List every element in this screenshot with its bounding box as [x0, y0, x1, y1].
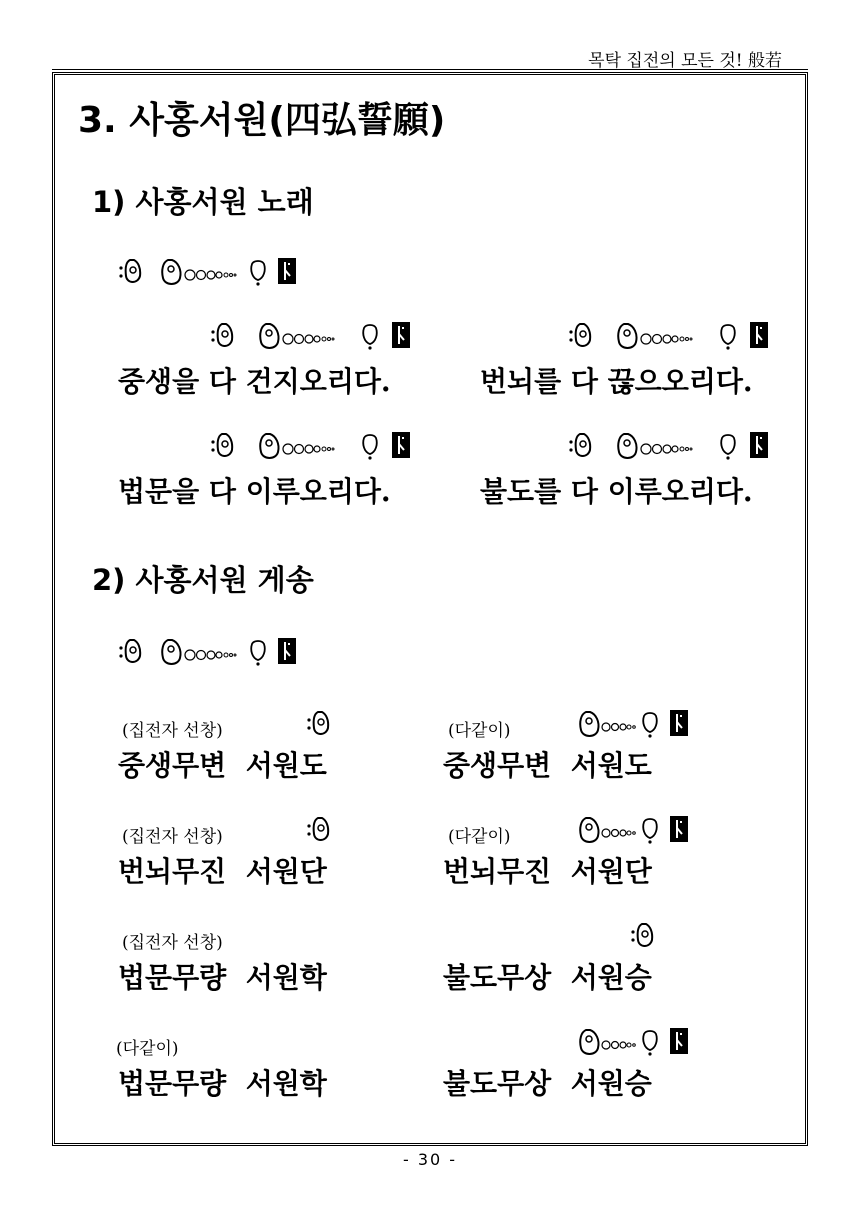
moktak-single-strike-icon: [119, 260, 140, 282]
bow-icon: [670, 816, 688, 842]
moktak-single-strike-icon: [306, 708, 336, 740]
bow-icon: [278, 258, 296, 284]
verse-line: 불도무상 서원승: [443, 961, 652, 994]
leader-label: (집전자 선창): [122, 721, 223, 741]
moktak-roll-icon: [580, 1030, 635, 1054]
bell-icon: [721, 435, 735, 460]
bow-icon: [392, 432, 410, 458]
bell-icon: [251, 641, 265, 666]
leader-label: (집전자 선창): [122, 827, 223, 847]
moktak-notation-group: [568, 320, 768, 352]
verse-line: 법문무량 서원학: [118, 961, 327, 994]
bow-icon: [670, 710, 688, 736]
running-header: 목탁 집전의 모든 것! 般若: [588, 51, 782, 71]
moktak-single-strike-icon: [119, 640, 140, 662]
moktak-notation-group: [568, 430, 768, 462]
moktak-roll-icon: [580, 712, 635, 736]
moktak-roll-icon: [162, 640, 236, 664]
moktak-roll-icon: [580, 818, 635, 842]
moktak-roll-icon: [618, 324, 692, 348]
moktak-notation-group: [578, 814, 690, 846]
moktak-notation-group: [578, 708, 690, 740]
together-label: (다같이): [448, 827, 511, 847]
moktak-single-strike-icon: [306, 814, 336, 846]
verse-line: 불도무상 서원승: [443, 1067, 652, 1100]
page-title: 3. 사홍서원(四弘誓願): [78, 100, 446, 141]
moktak-roll-icon: [162, 260, 236, 284]
moktak-single-strike-icon: [569, 324, 590, 346]
bow-icon: [670, 1028, 688, 1054]
verse-line: 번뇌무진 서원단: [118, 855, 327, 888]
page-number: - 30 -: [402, 1150, 458, 1169]
verse-line: 번뇌무진 서원단: [443, 855, 652, 888]
moktak-notation-group: [118, 636, 298, 668]
bell-icon: [643, 713, 657, 738]
bow-icon: [392, 322, 410, 348]
moktak-notation-group: [118, 256, 298, 288]
leader-label: (집전자 선창): [122, 933, 223, 953]
song-line: 중생을 다 건지오리다.: [118, 365, 391, 398]
bell-icon: [363, 435, 377, 460]
together-label: (다같이): [116, 1039, 179, 1059]
bell-icon: [363, 325, 377, 350]
bell-icon: [643, 1031, 657, 1056]
together-label: (다같이): [448, 721, 511, 741]
bell-icon: [251, 261, 265, 286]
moktak-notation-group: [578, 1026, 690, 1058]
song-line: 불도를 다 이루오리다.: [480, 475, 753, 508]
moktak-single-strike-icon: [211, 324, 232, 346]
section-heading-song: 1) 사홍서원 노래: [92, 185, 314, 219]
bow-icon: [278, 638, 296, 664]
bell-icon: [643, 819, 657, 844]
bow-icon: [750, 432, 768, 458]
moktak-notation-group: [210, 430, 410, 462]
moktak-single-strike-icon: [211, 434, 232, 456]
moktak-roll-icon: [260, 324, 334, 348]
moktak-single-strike-icon: [569, 434, 590, 456]
header-rule: [52, 69, 808, 70]
verse-line: 중생무변 서원도: [118, 749, 327, 782]
verse-line: 중생무변 서원도: [443, 749, 652, 782]
moktak-notation-group: [210, 320, 410, 352]
bell-icon: [721, 325, 735, 350]
verse-line: 법문무량 서원학: [118, 1067, 327, 1100]
moktak-roll-icon: [260, 434, 334, 458]
section-heading-verse: 2) 사홍서원 게송: [92, 563, 314, 597]
moktak-roll-icon: [618, 434, 692, 458]
song-line: 법문을 다 이루오리다.: [118, 475, 391, 508]
moktak-single-strike-icon: [630, 920, 660, 952]
bow-icon: [750, 322, 768, 348]
song-line: 번뇌를 다 끊으오리다.: [480, 365, 753, 398]
